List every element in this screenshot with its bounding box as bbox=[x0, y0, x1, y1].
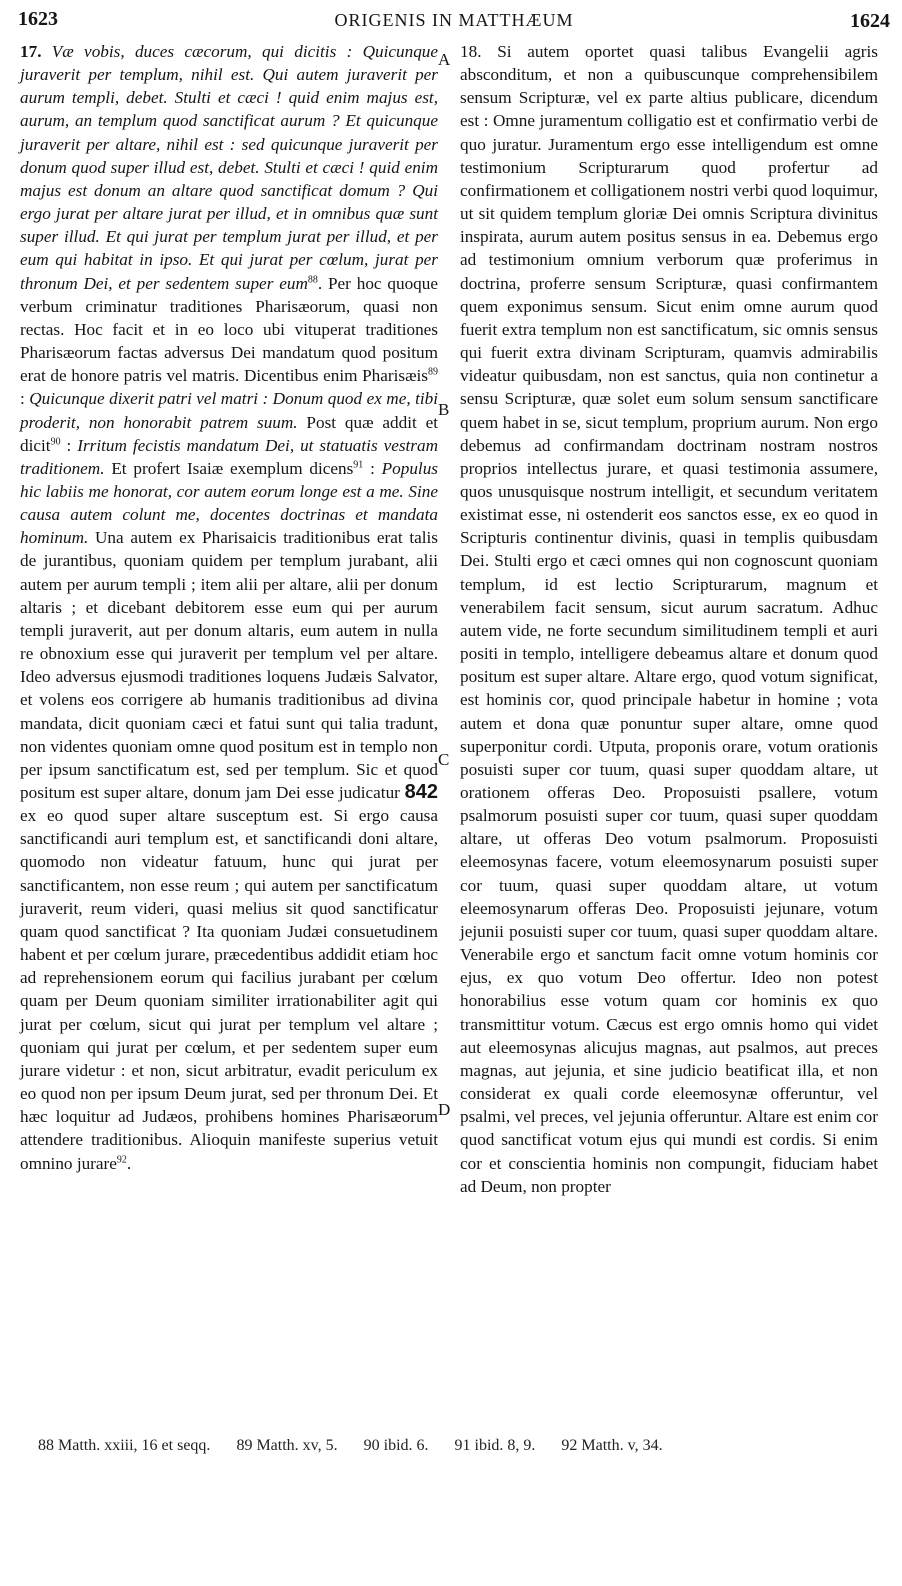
footnote-92: 92 Matth. v, 34. bbox=[561, 1437, 663, 1454]
footnotes bbox=[38, 1437, 878, 1455]
footnote-90: 90 ibid. 6. bbox=[363, 1437, 429, 1454]
body-text: . Per hoc quoque verbum criminatur traditiones Pharisæorum, quasi non rectas. Hoc facit et in eo loco ubi vituperat traditiones Pharisæorum factas adversus Dei mandatum quod positum erat de honore patris vel matris. Dicentibus enim Pharisæis bbox=[20, 273, 438, 386]
footnote-89: 89 Matth. xv, 5. bbox=[236, 1437, 338, 1454]
margin-marker-b: B bbox=[438, 400, 450, 419]
paragraph-18: 18. Si autem oportet quasi talibus Evangelii agris absconditum, et non a quibuscunque comprehensibilem sensum Scripturæ, vel ex parte altius publicare, dicendum est : Omne juramentum colligatio est et confirmatio verbi de quo juratur. Juramentum ergo esse intelligendum est omne testimonium Scripturarum quod profertur ad confirmationem et colligationem nostri verbi quod loquimur, ut sit quidem templum gloriæ Dei omnis Scriptura divinitus inspirata, aurum autem positus sensus in ea. Debemus ergo ad testimonium omnium verborum quæ proferimus in doctrina, proferre sensum Scripturæ, quasi confirmantem quem exponimus sensum. Sicut enim omne aurum quod fuerit extra templum non est sanctificatum, sic omnis sensus qui fuerit extra divinam Scripturam, quamvis admirabilis videatur quibusdam, non est sanctus, quia non continetur a sensu Scripturæ, quæ solet eum solum sensum sanctificare quem habet in se, sicut templum, proprium aurum. Non ergo debemus ad confirmandam doctrinam nostram nostros proprios intellectus jurare, et quasi testimonia assumere, quos unusquisque nostrum intelligit, et secundum veritatem existimat esse, ni ostenderit eos sanctos esse, ex eo quod in Scripturis continentur divinis, quasi in templis quibusdam Dei. Stulti ergo et cæci omnes qui non cognoscunt quoniam templum, id est lectio Scripturarum, magnum et venerabilem facit sensum, sicut aurum sacratum. Adhuc autem vide, ne forte secundum similitudinem templi et auri positi in templo, intelligere debeamus altare et donum quod positum est super altare. Altare ergo, quod votum significat, est hominis cor, quod principale habetur in homine ; vota autem et dona quæ ponuntur super altare, omne quod superponitur cordi. Utputa, proponis orare, votum orationis posuisti super cor tuum, quasi super quoddam altare, ut orationem offeras Deo. Proposuisti psallere, votum psalmorum posuisti super cor tuum, quasi super quoddam altare, ut offeras Deo votum psalmorum. Proposuisti eleemosynas facere, votum eleemosynarum posuisti super cor tuum, quasi super quoddam altare, ut votum eleemosynarum offeras Deo. Proposuisti jejunare, votum jejunii posuisti super cor tuum, quasi super quoddam altare. Venerabile ergo et sanctum facit omne votum hominis cor ejus, ex quo votum Deo offertur. Ideo non potest honorabilius esse votum quam cor hominis ex quo transmittitur votum. Cæcus est ergo omnis homo qui videt aut eleemosynas alicujus magnas, aut psalmos, aut preces magnas, aut jejunia, et sine judicio beatificat illa, et non considerat ex quali corde eleemosynæ offeruntur, vel psalmi, vel preces, vel jejunia offeruntur. Altare est enim cor quod sanctificat votum ejus qui mundi est cordis. Si enim cor et conscientia hominis non compungit, fiduciam habet ad Deum, non propter bbox=[460, 42, 878, 1196]
margin-marker-c: C bbox=[438, 750, 450, 769]
footnote-ref-90[interactable]: 90 bbox=[50, 435, 61, 447]
footnote-88: 88 Matth. xxiii, 16 et seqq. bbox=[38, 1437, 211, 1454]
body-text: Et profert Isaiæ exemplum dicens bbox=[104, 458, 354, 478]
section-number-17: 17. bbox=[20, 42, 52, 61]
footnote-ref-92[interactable]: 92 bbox=[116, 1153, 127, 1165]
margin-marker-d: D bbox=[438, 1100, 451, 1119]
body-text: ex eo quod super altare susceptum est. Si ergo causa sanctificandi auri templum est, et sanctificandi doni altare, quomodo non videatur fatuum, hunc qui jurat per sanctificantem, non esse reum ; qui autem per sanctificatum juraverit, reum videri, quasi melius sit quod sanctificatur quam quod sanctificat ? Ita quoniam Judæi consuetudinem habent et per cœlum jurare, præcedentibus addidit etiam hoc ad reprehensionem eorum qui facilius jurabant per cœlum quam per Deum quoniam similiter irrationabiliter agit qui jurat per cœlum, sicut qui jurat per templum vel altare ; quoniam qui jurat per cœlum, et per sedentem super eum jurare videtur : et non, sicut arbitratur, evadit periculum ex eo quod non per ipsum Deum jurat, sed per thronum Dei. Et hæc loquitur ad Judæos, prohibens homines Pharisæorum attendere traditionibus. Alioquin manifeste superius vetuit omnino jurare bbox=[20, 806, 438, 1173]
margin-marker-a: A bbox=[438, 50, 451, 69]
right-column bbox=[460, 40, 878, 1198]
footnote-ref-88[interactable]: 88 bbox=[307, 273, 318, 285]
body-text: Post quæ addit et dicit bbox=[20, 412, 438, 455]
scripture-quote: Væ vobis, duces cæcorum, qui dicitis : Quicunque juraverit per templum, nihil est. Qui autem juraverit per aurum templi, debet. Stulti et cæci ! quid enim majus est, aurum, an templum quod sanctificat aurum ? Et quicunque juraverit per altare, nihil est : sed quicunque juraverit per donum quod super illud est, debet. Stulti et cæci ! quid enim majus est donum an altare quod sanctificat domum ? Qui ergo jurat per altare jurat per illud, et in omnibus quæ sunt super illud. Et qui jurat per templum jurat per illud, et per eum qui habitat in ipso. Et qui jurat per cœlum, jurat per thronum Dei, et per sedentem super eum bbox=[20, 42, 439, 293]
running-title: ORIGENIS IN MATTHÆUM bbox=[334, 10, 574, 30]
footnote-ref-91[interactable]: 91 bbox=[353, 459, 364, 471]
scripture-quote: Irritum fecistis mandatum Dei, ut statuatis vestram traditionem. bbox=[20, 435, 439, 478]
column-number: 842 bbox=[404, 781, 438, 803]
page-number-right: 1624 bbox=[850, 10, 890, 32]
scripture-quote: Populus hic labiis me honorat, cor autem eorum longe est a me. Sine causa autem colunt me, docentes doctrinas et mandata hominum. bbox=[20, 458, 438, 548]
scripture-quote: Quicunque dixerit patri vel matri : Donum quod ex me, tibi proderit, non honorabit patrem suum. bbox=[20, 389, 438, 432]
paragraph-17: 17. Væ vobis, duces cæcorum, qui dicitis : Quicunque juraverit per templum, nihil est. Qui autem juraverit per aurum templi, debet. Stulti et cæci ! quid enim majus est, aurum, an templum quod sanctificat aurum ? Et quicunque juraverit per altare, nihil est : sed quicunque juraverit per donum quod super illud est, debet. Stulti et cæci ! quid enim majus est donum an altare quod sanctificat domum ? Qui ergo jurat per altare jurat per illud, et in omnibus quæ sunt super illud. Et qui jurat per templum jurat per illud, et per eum qui habitat in ipso. Et qui jurat per cœlum, jurat per thronum Dei, et per sedentem super eum$^{88}$. Per hoc quoque verbum criminatur traditiones Pharisæorum, quasi non rectas. Hoc facit et in eo loco ubi vituperat traditiones Pharisæorum factas adversus Dei mandatum quod positum erat de honore patris vel matris. Dicentibus enim Pharisæis$^{89}$ : Quicunque dixerit patri vel matri : Donum quod ex me, tibi proderit, non honorabit patrem suum. Post quæ addit et dicit$^{90}$ : Irritum fecistis mandatum Dei, ut statuatis vestram traditionem. Et profert Isaiæ exemplum dicens$^{91}$ : Populus hic labiis me honorat, cor autem eorum longe est a me. Sine causa autem colunt me, docentes doctrinas et mandata hominum. Una autem ex Pharisaicis traditionibus erat talis de jurantibus, quoniam quidem per templum jurabant, alii autem per aurum templi ; item alii per altare, alii per donum altaris ; et dicebant debitorem esse eum qui per aurum templi juraverit, aut per donum altaris, eum autem in nulla re obnoxium esse qui juraverit per templum vel per altare. Ideo adversus ejusmodi traditiones loquens Judæis Salvator, et volens eos corrigere ab humanis traditionibus ad divina mandata, dicit quoniam cæci et fatui sunt qui talia tradunt, non videntes quoniam omne quod positum est in templo non per ipsum sanctificatum est, sed per templum. Sic et quod positum est super altare, donum jam Dei esse judicatur 842 ex eo quod super altare susceptum est. Si ergo causa sanctificandi auri templum est, et sanctificandi doni altare, quomodo non videatur fatuum, hunc qui jurat per sanctificantem, non esse reum ; qui autem per sanctificatum juraverit, reum videri, quasi melius sit quod sanctificatur quam quod sanctificat ? Ita quoniam Judæi consuetudinem habent et per cœlum jurare, præcedentibus addidit etiam hoc ad reprehensionem eorum qui facilius jurabant per cœlum quam per Deum quoniam similiter irrationabiliter agit qui jurat per cœlum, sicut qui jurat per templum vel altare ; quoniam qui jurat per cœlum, et per sedentem super eum jurare videtur : et non, sicut arbitratur, evadit periculum ex eo quod non per ipsum Deum jurat, sed per thronum Dei. Et hæc loquitur ad Judæos, prohibens homines Pharisæorum attendere traditionibus. Alioquin manifeste superius vetuit omnino jurare$^{92}$. bbox=[20, 42, 439, 1173]
footnote-91: 91 ibid. 8, 9. bbox=[454, 1437, 536, 1454]
page-number-left: 1623 bbox=[18, 8, 58, 30]
page-header bbox=[18, 8, 890, 38]
left-column bbox=[20, 40, 438, 1175]
body-text: Una autem ex Pharisaicis traditionibus erat talis de jurantibus, quoniam quidem per templum jurabant, alii autem per aurum templi ; item alii per altare, alii per donum altaris ; et dicebant debitorem esse eum qui per aurum templi juraverit, aut per donum altaris, eum autem in nulla re obnoxium esse qui juraverit per templum vel per altare. Ideo adversus ejusmodi traditiones loquens Judæis Salvator, et volens eos corrigere ab humanis traditionibus ad divina mandata, dicit quoniam cæci et fatui sunt qui talia tradunt, non videntes quoniam omne quod positum est in templo non per ipsum sanctificatum est, sed per templum. Sic et quod positum est super altare, donum jam Dei esse judicatur bbox=[20, 528, 438, 802]
footnote-ref-89[interactable]: 89 bbox=[428, 366, 438, 378]
